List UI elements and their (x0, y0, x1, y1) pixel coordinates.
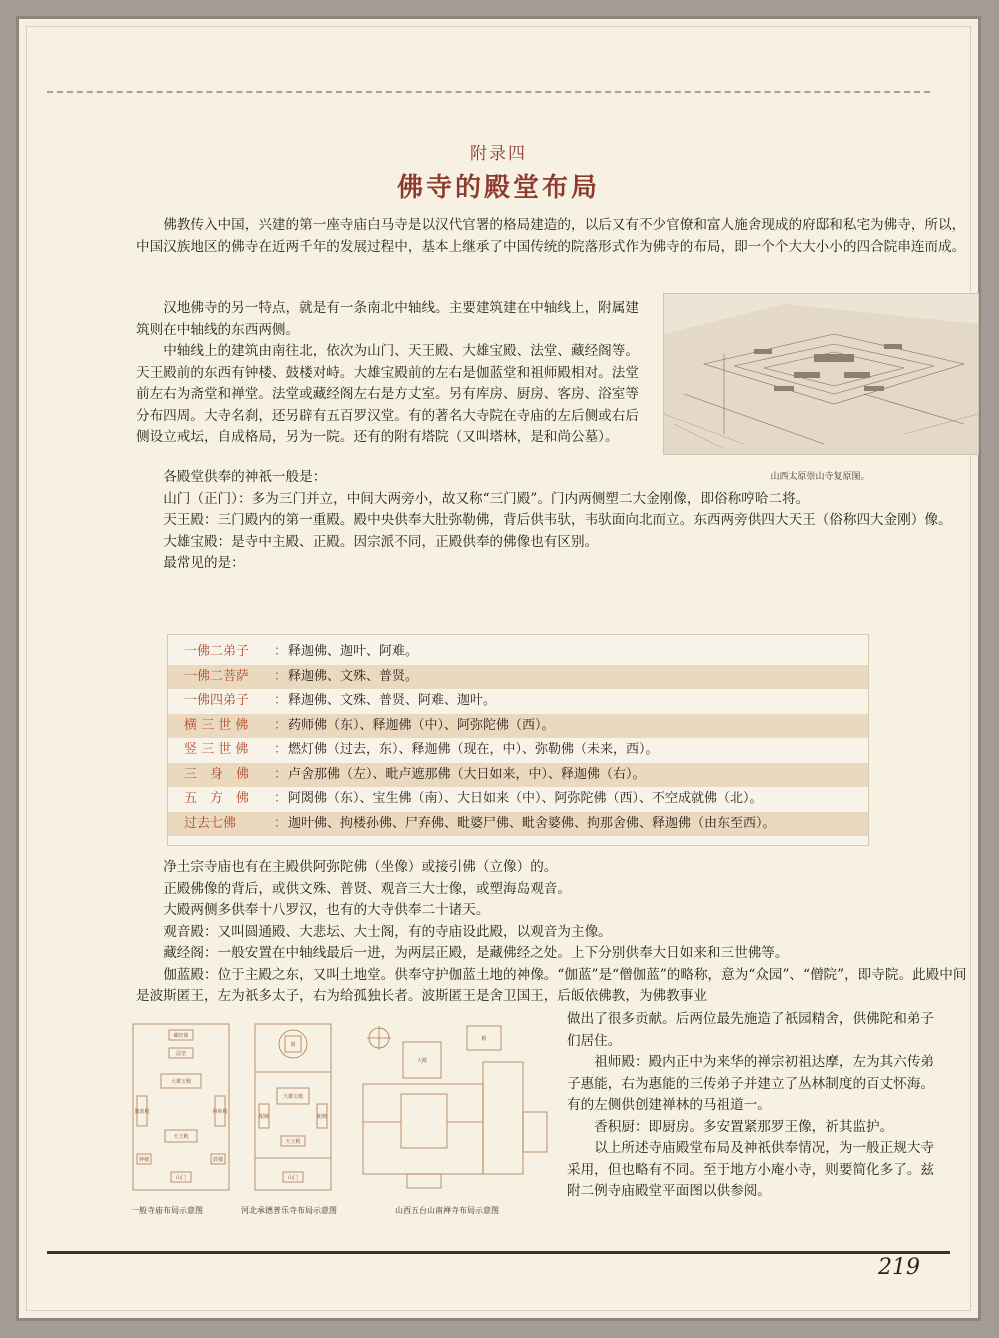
arrangement-name: 过去七佛 (184, 815, 237, 831)
plan-pule-temple (253, 1022, 333, 1192)
plan-label: 山门 (287, 1175, 299, 1181)
plan-label: 藏经阁 (173, 1033, 189, 1039)
plan-label: 配殿 (316, 1114, 328, 1120)
plan-label: 配殿 (258, 1114, 270, 1120)
arrangement-name: 横 三 世 佛 (184, 717, 249, 733)
arrangement-value: 释迦佛、文殊、普贤。 (288, 668, 419, 684)
arrangement-name: 竖 三 世 佛 (184, 742, 249, 757)
plan-label: 大雄宝殿 (282, 1094, 304, 1100)
arrangement-value: 药师佛（东）、释迦佛（中）、阿弥陀佛（西）。 (288, 717, 555, 733)
paragraph: 天王殿：三门殿内的第一重殿。殿中央供奉大肚弥勒佛，背后供韦驮，韦驮面向北而立。东西两旁供四大天王（俗称四大金刚）像。 (163, 512, 952, 528)
paragraph: 汉地佛寺的另一特点，就是有一条南北中轴线。主要建筑建在中轴线上，附属建筑则在中轴线的东西两侧。 (136, 300, 639, 338)
plan-label: 天王殿 (173, 1134, 189, 1140)
plan-caption: 河北承德普乐寺布局示意图 (241, 1206, 337, 1215)
plan-label: 法堂 (175, 1051, 187, 1057)
arrangement-name: 一佛二弟子 (184, 644, 250, 659)
plan-label: 天王殿 (285, 1139, 301, 1145)
plan-label: 殿 (481, 1036, 487, 1042)
paragraph: 观音殿：又叫圆通殿、大悲坛、大士阁，有的寺庙设此殿，以观音为主像。 (163, 923, 612, 940)
plan-nanchan-temple (357, 1022, 557, 1192)
arrangement-name: 一佛二菩萨 (184, 668, 250, 684)
plan-label: 钟楼 (138, 1157, 150, 1163)
table-row: 三 身 佛 ：卢舍那佛（左）、毗卢遮那佛（大日如来，中）、释迦佛（右）。 (168, 763, 868, 788)
paragraph: 净土宗寺庙也有在主殿供阿弥陀佛（坐像）或接引佛（立像）的。 (163, 859, 558, 875)
plan-general-temple (131, 1022, 231, 1192)
paragraph: 大雄宝殿：是寺中主殿、正殿。因宗派不同，正殿供奉的佛像也有区别。 (163, 533, 599, 550)
appendix-label: 附录四 (470, 144, 527, 164)
plan-caption: 一般寺庙布局示意图 (131, 1206, 203, 1215)
paragraph: 各殿堂供奉的神祇一般是： (163, 469, 327, 485)
paragraph: 香积厨：即厨房。多安置紧那罗王像，祈其监护。 (594, 1118, 894, 1135)
arrangement-value: 迦叶佛、拘楼孙佛、尸弃佛、毗婆尸佛、毗舍婆佛、拘那舍佛、释迦佛（由东至西）。 (288, 815, 776, 831)
paragraph: 藏经阁：一般安置在中轴线最后一进，为两层正殿，是藏佛经之处。上下分别供奉大日如来和三世佛等。 (163, 945, 789, 961)
intro-block (136, 215, 970, 258)
arrangement-value: 阿閦佛（东）、宝生佛（南）、大日如来（中）、阿弥陀佛（西）、不空成就佛（北）。 (288, 791, 763, 806)
paragraph: 佛教传入中国，兴建的第一座寺庙白马寺是以汉代官署的格局建造的，以后又有不少官僚和富人施舍现成的府邸和私宅为佛寺，所以，中国汉族地区的佛寺在近两千年的发展过程中，基本上继承了中国传统的院落形式作为佛寺的布局，即一个个大大小小的四合院串连而成。 (136, 217, 966, 255)
paragraph: 中轴线上的建筑由南往北，依次为山门、天王殿、大雄宝殿、法堂、藏经阁等。天王殿前的东西有钟楼、鼓楼对峙。大雄宝殿前的左右是伽蓝堂和祖师殿相对。法堂前左右为斋堂和禅堂。法堂或藏经阁左右是方丈室。另有库房、厨房、客房、浴室等分布四周。大寺名刹，还另辟有五百罗汉堂。有的著名大寺院在寺庙的左后侧或右后侧设立戒坛，自成格局，另为一院。还有的附有塔院（又叫塔林，是和尚公墓）。 (136, 343, 639, 445)
arrangement-value: 释迦佛、迦叶、阿难。 (288, 644, 419, 659)
plan-label: 鼓楼 (212, 1157, 224, 1163)
plan-caption: 山西五台山南禅寺布局示意图 (395, 1206, 499, 1215)
buddha-arrangement-table (167, 634, 869, 846)
table-row: 一佛四弟子 ：释迦佛、文殊、普贤、阿难、迦叶。 (168, 689, 868, 714)
table-row: 过去七佛 ：迦叶佛、拘楼孙佛、尸弃佛、毗婆尸佛、毗舍婆佛、拘那舍佛、释迦佛（由东至西）。 (168, 812, 868, 837)
deities-block (136, 467, 970, 575)
paragraph: 山门（正门）：多为三门并立，中间大两旁小，故又称“三门殿”。门内两侧塑二大金刚像，即俗称哼哈二将。 (163, 490, 810, 507)
arrangement-value: 释迦佛、文殊、普贤、阿难、迦叶。 (288, 693, 497, 708)
paragraph: 大殿两侧多供奉十八罗汉，也有的大寺供奉二十诸天。 (163, 902, 490, 918)
arrangement-name: 一佛四弟子 (184, 693, 250, 708)
body-block (136, 857, 970, 1008)
page-number: 219 (878, 1255, 920, 1280)
plan-label: 大雄宝殿 (170, 1079, 192, 1085)
plan-label: 祖师殿 (212, 1109, 228, 1115)
paragraph: 以上所述寺庙殿堂布局及神祇供奉情况，为一般正规大寺采用，但也略有不同。至于地方小庵小寺，则要简化多了。兹附二例寺庙殿堂平面图以供参阅。 (567, 1140, 935, 1199)
temple-reconstruction-image (663, 293, 979, 455)
paragraph: 做出了很多贡献。后两位最先施造了祇园精舍，供佛陀和弟子们居住。 (567, 1011, 935, 1049)
arrangement-value: 卢舍那佛（左）、毗卢遮那佛（大日如来，中）、释迦佛（右）。 (288, 766, 646, 782)
arrangement-name: 五 方 佛 (184, 791, 250, 806)
table-row: 一佛二菩萨 ：释迦佛、文殊、普贤。 (168, 665, 868, 690)
plan-label: 伽蓝殿 (134, 1109, 150, 1115)
plan-label: 山门 (175, 1175, 187, 1181)
plan-label: 大殿 (416, 1058, 428, 1064)
bottom-rule (47, 1251, 950, 1254)
table-row: 竖 三 世 佛 ：燃灯佛（过去，东）、释迦佛（现在，中）、弥勒佛（未来，西）。 (168, 738, 868, 763)
top-dashed-rule (47, 91, 930, 93)
plan-label: 阁 (290, 1042, 296, 1048)
intro-left-column (136, 298, 648, 449)
paragraph: 最常见的是： (163, 555, 245, 571)
page (16, 16, 981, 1321)
body-right-column (567, 1009, 947, 1203)
table-row: 一佛二弟子 ：释迦佛、迦叶、阿难。 (168, 640, 868, 665)
paragraph: 伽蓝殿：位于主殿之东，又叫土地堂。供奉守护伽蓝土地的神像。“伽蓝”是“僧伽蓝”的略称，意为“众园”、“僧院”，即寺院。此殿中间是波斯匿王，左为祇多太子，右为给孤独长者。波斯匿王是舍卫国王，后皈依佛教，为佛教事业 (136, 966, 967, 1004)
paragraph: 正殿佛像的背后，或供文殊、普贤、观音三大士像，或塑海岛观音。 (163, 880, 571, 897)
image-caption: 山西太原崇山寺复原图。 (770, 472, 870, 482)
arrangement-value: 燃灯佛（过去，东）、释迦佛（现在，中）、弥勒佛（未来，西）。 (288, 742, 659, 757)
paragraph: 祖师殿：殿内正中为来华的禅宗初祖达摩，左为其六传弟子惠能，右为惠能的三传弟子并建立了丛林制度的百丈怀海。有的左侧供创建禅林的马祖道一。 (567, 1054, 935, 1113)
page-title: 佛寺的殿堂布局 (396, 173, 600, 203)
table-row: 横 三 世 佛 ：药师佛（东）、释迦佛（中）、阿弥陀佛（西）。 (168, 714, 868, 739)
page-inner (26, 26, 971, 1311)
table-row: 五 方 佛 ：阿閦佛（东）、宝生佛（南）、大日如来（中）、阿弥陀佛（西）、不空成就佛（北）。 (168, 787, 868, 812)
arrangement-name: 三 身 佛 (184, 766, 250, 782)
